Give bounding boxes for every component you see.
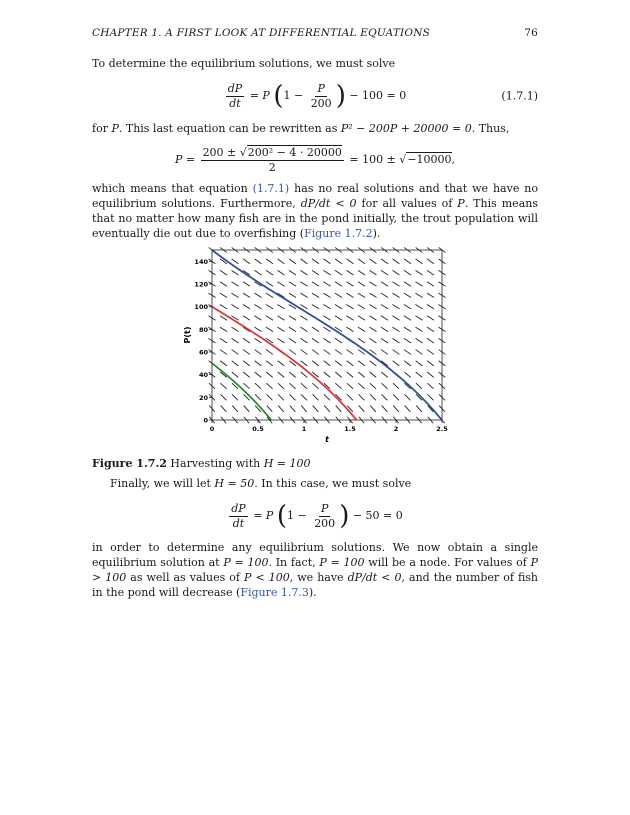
field-segment <box>278 259 285 264</box>
field-segment <box>416 383 422 389</box>
field-segment <box>243 316 250 320</box>
field-segment <box>324 350 331 355</box>
field-segment <box>324 270 331 275</box>
field-segment <box>335 304 342 308</box>
field-segment <box>393 338 400 343</box>
field-segment <box>381 282 388 287</box>
y-tick-label: 140 <box>194 257 208 266</box>
field-segment <box>254 304 261 308</box>
y-tick-label: 40 <box>198 371 208 380</box>
field-segment <box>277 282 284 287</box>
field-segment <box>370 338 377 343</box>
field-segment <box>346 293 353 297</box>
field-segment <box>277 316 284 320</box>
field-segment <box>416 350 423 355</box>
field-segment <box>404 372 410 377</box>
field-segment <box>416 406 422 412</box>
field-segment <box>335 259 342 264</box>
field-segment <box>266 327 273 332</box>
field-segment <box>323 293 330 297</box>
field-segment <box>347 372 353 377</box>
field-segment <box>335 270 342 275</box>
equation-h50: $\frac{dP}{dt}$ = P (1 − $\frac{P}{200}$ ) − 50 = 0 <box>231 501 403 531</box>
field-segment <box>358 304 365 308</box>
equation-number: (1.7.1) <box>501 89 538 103</box>
axes <box>194 258 448 433</box>
field-segment <box>427 327 434 332</box>
field-segment <box>243 383 249 389</box>
field-segment <box>393 406 399 412</box>
x-axis-label: t <box>325 435 329 444</box>
field-segment <box>232 406 238 412</box>
field-segment <box>278 383 284 389</box>
field-segment <box>324 372 330 377</box>
field-segment <box>289 327 296 332</box>
field-segment <box>255 394 261 400</box>
field-segment <box>405 406 411 412</box>
field-segment <box>427 361 434 366</box>
field-segment <box>415 316 422 320</box>
field-segment <box>324 406 330 412</box>
field-segment <box>382 394 388 400</box>
field-segment <box>427 372 433 377</box>
field-segment <box>278 338 285 343</box>
field-segment <box>289 282 296 287</box>
field-segment <box>427 259 434 264</box>
field-segment <box>415 327 422 332</box>
eq1-rest: − 100 = 0 <box>349 89 407 102</box>
chapter-title: CHAPTER 1. A FIRST LOOK AT DIFFERENTIAL EQUATIONS <box>92 27 430 39</box>
field-segment <box>220 383 226 389</box>
field-segment <box>232 259 239 264</box>
field-segment <box>381 316 388 320</box>
field-segment <box>358 372 364 377</box>
field-segment <box>346 327 353 332</box>
field-segment <box>335 316 342 320</box>
y-axis-label: P(t) <box>183 326 192 344</box>
field-segment <box>427 338 434 343</box>
y-tick-label: 80 <box>198 325 208 334</box>
field-segment <box>220 327 227 332</box>
field-segment <box>232 270 239 275</box>
x-tick-label: 2.5 <box>436 425 448 433</box>
field-segment <box>267 406 273 412</box>
field-segment <box>277 327 284 332</box>
field-segment <box>220 293 227 297</box>
field-segment <box>381 259 388 264</box>
field-segment <box>277 304 284 308</box>
field-segment <box>220 361 227 366</box>
field-segment <box>416 372 422 377</box>
field-segment <box>416 338 423 343</box>
field-segment <box>312 282 319 287</box>
quadratic-fraction: $\frac{\text{200 ± √200² − 4 · 20000}}{2}$ <box>202 145 342 174</box>
field-segment <box>243 293 250 297</box>
field-segment <box>381 383 387 389</box>
field-segment <box>312 270 319 275</box>
field-segment <box>346 304 353 308</box>
field-segment <box>243 304 250 308</box>
figure-ref-link-1-7-3[interactable]: Figure 1.7.3 <box>240 586 309 599</box>
field-segment <box>381 338 388 343</box>
field-segment <box>381 350 388 355</box>
field-segment <box>255 338 262 343</box>
field-segment <box>278 406 284 412</box>
field-segment <box>393 361 400 366</box>
field-segment <box>244 406 250 412</box>
equation-quadratic: P = $\frac{\text{200 ± √200² − 4 · 20000}}{2}$ = 100 ± √−10000, <box>174 145 456 174</box>
field-segment <box>278 372 284 377</box>
field-segment <box>266 259 273 264</box>
field-segment <box>392 316 399 320</box>
field-segment <box>312 259 319 264</box>
field-segment <box>404 304 411 308</box>
field-segment <box>369 327 376 332</box>
field-segment <box>381 304 388 308</box>
field-segment <box>347 361 354 366</box>
field-segment <box>392 327 399 332</box>
field-segment <box>427 304 434 308</box>
field-segment <box>255 361 262 366</box>
field-segment <box>323 304 330 308</box>
field-segment <box>324 259 331 264</box>
field-segment <box>346 282 353 287</box>
field-segment <box>370 270 377 275</box>
solution-curve <box>212 250 442 420</box>
figure-caption: Figure 1.7.2 Harvesting with H = 100 <box>92 457 311 470</box>
field-segment <box>313 406 319 412</box>
field-segment <box>312 383 318 389</box>
field-segment <box>312 350 319 355</box>
field-segment <box>369 316 376 320</box>
figure-ref-link-1-7-2[interactable]: Figure 1.7.2 <box>304 227 373 240</box>
field-segment <box>232 394 238 400</box>
field-segment <box>416 270 423 275</box>
field-segment <box>255 350 262 355</box>
field-segment <box>347 270 354 275</box>
field-segment <box>266 361 273 366</box>
direction-field-chart <box>180 244 450 446</box>
field-segment <box>301 406 307 412</box>
y-tick-label: 60 <box>198 348 208 357</box>
field-segment <box>404 327 411 332</box>
field-segment <box>382 406 388 412</box>
field-segment <box>301 383 307 389</box>
field-segment <box>381 327 388 332</box>
field-segment <box>324 361 331 366</box>
field-segment <box>267 394 273 400</box>
field-segment <box>232 361 239 366</box>
field-segment <box>404 282 411 287</box>
field-segment <box>301 259 308 264</box>
field-segment <box>358 316 365 320</box>
field-segment <box>381 372 387 377</box>
field-segment <box>243 282 250 287</box>
x-tick-label: 2 <box>393 425 399 433</box>
field-segment <box>335 361 342 366</box>
field-segment <box>289 293 296 297</box>
field-segment <box>335 282 342 287</box>
field-segment <box>231 282 238 287</box>
field-segment <box>290 406 296 412</box>
field-segment <box>254 293 261 297</box>
field-segment <box>358 338 365 343</box>
field-segment <box>404 259 411 264</box>
field-segment <box>393 350 400 355</box>
field-segment <box>266 316 273 320</box>
field-segment <box>231 304 238 308</box>
field-segment <box>220 338 227 343</box>
p-over-200: $\frac{P}{200}$ <box>310 81 332 110</box>
y-tick-label: 20 <box>198 393 208 402</box>
x-tick-label: 0.5 <box>252 425 264 433</box>
field-segment <box>220 282 227 287</box>
field-segment <box>358 282 365 287</box>
field-segment <box>254 316 261 320</box>
paragraph-no-equilibrium: which means that equation (1.7.1) has no real solutions and that we have no equilibrium solutions. Furthermore, dP/dt < 0 for all values of P. This means that no matter how many fish are in the pond initially, the trout population will eventually die out due to overfishing (Figure 1.7.2). <box>92 182 538 240</box>
field-segment <box>405 394 411 400</box>
field-segment <box>427 270 434 275</box>
field-segment <box>323 282 330 287</box>
field-segment <box>393 383 399 389</box>
field-segment <box>243 338 250 343</box>
field-segment <box>300 316 307 320</box>
field-segment <box>232 372 238 377</box>
field-segment <box>255 383 261 389</box>
field-segment <box>301 338 308 343</box>
field-segment <box>428 394 434 400</box>
field-segment <box>404 361 411 366</box>
field-segment <box>392 304 399 308</box>
field-segment <box>289 350 296 355</box>
field-segment <box>301 350 308 355</box>
field-segment <box>370 406 376 412</box>
field-segment <box>255 372 261 377</box>
field-segment <box>220 316 227 320</box>
field-segment <box>278 394 284 400</box>
field-segment <box>370 259 377 264</box>
field-segment <box>358 383 364 389</box>
field-segment <box>358 270 365 275</box>
field-segment <box>369 293 376 297</box>
eq-lhs: = P <box>249 89 270 102</box>
field-segment <box>301 270 308 275</box>
field-segment <box>369 304 376 308</box>
x-tick-label: 1 <box>301 425 307 433</box>
one-minus: 1 − <box>283 89 304 102</box>
field-segment <box>404 270 411 275</box>
field-segment <box>369 282 376 287</box>
field-segment <box>358 259 365 264</box>
field-segment <box>404 293 411 297</box>
field-segment <box>370 372 376 377</box>
paragraph-node: in order to determine any equilibrium solutions. We now obtain a single equilibrium solution at P = 100. In fact, P = 100 will be a node. For values of P > 100 as well as values of P < 100, we have dP/dt < 0, and the number of fish in the pond will decrease (Figure 1.7.3). <box>92 541 539 599</box>
field-segment <box>301 372 307 377</box>
field-segment <box>404 350 411 355</box>
solution-curves <box>212 250 442 420</box>
field-segment <box>393 270 400 275</box>
paragraph-intro: To determine the equilibrium solutions, we must solve <box>92 57 396 70</box>
field-segment <box>347 259 354 264</box>
field-segment <box>358 293 365 297</box>
field-segment <box>427 293 434 297</box>
field-segment <box>312 327 319 332</box>
field-segment <box>243 350 250 355</box>
field-segment <box>254 327 261 332</box>
field-segment <box>324 394 330 400</box>
field-segment <box>323 316 330 320</box>
field-segment <box>301 361 308 366</box>
field-segment <box>347 383 353 389</box>
solution-curve <box>212 307 356 420</box>
field-segment <box>231 293 238 297</box>
field-segment <box>392 293 399 297</box>
field-segment <box>370 383 376 389</box>
field-segment <box>289 372 295 377</box>
field-segment <box>266 372 272 377</box>
field-segment <box>392 282 399 287</box>
field-segment <box>335 293 342 297</box>
field-segment <box>300 293 307 297</box>
field-segment <box>313 394 319 400</box>
field-segment <box>255 270 262 275</box>
field-segment <box>278 270 285 275</box>
field-segment <box>266 282 273 287</box>
field-segment <box>416 259 423 264</box>
field-segment <box>415 304 422 308</box>
field-segment <box>370 361 377 366</box>
field-segment <box>359 406 365 412</box>
field-segment <box>301 394 307 400</box>
field-segment <box>324 338 331 343</box>
field-segment <box>220 270 227 275</box>
field-segment <box>312 338 319 343</box>
y-tick-label: 0 <box>203 416 208 425</box>
running-header <box>92 27 538 39</box>
field-segment <box>289 383 295 389</box>
field-segment <box>290 394 296 400</box>
x-tick-label: 1.5 <box>344 425 356 433</box>
field-segment <box>312 304 319 308</box>
field-segment <box>427 282 434 287</box>
field-segment <box>255 259 262 264</box>
paragraph-finally: Finally, we will let H = 50. In this case, we must solve <box>110 477 412 490</box>
field-segment <box>370 394 376 400</box>
field-segment <box>221 406 227 412</box>
field-segment <box>347 394 353 400</box>
paragraph-rewrite: for P. This last equation can be rewritten as P² − 200P + 20000 = 0. Thus, <box>92 122 510 135</box>
field-segment <box>266 304 273 308</box>
field-segment <box>312 293 319 297</box>
field-segment <box>404 338 411 343</box>
solution-curve <box>212 363 271 420</box>
field-segment <box>232 338 239 343</box>
field-segment <box>300 327 307 332</box>
field-segment <box>416 361 423 366</box>
field-segment <box>335 350 342 355</box>
field-segment <box>243 259 250 264</box>
equation-1-7-1: $\frac{dP}{dt}$ = P (1 − $\frac{P}{200}$ ) − 100 = 0 (1.7.1) <box>227 81 538 111</box>
field-segment <box>358 327 365 332</box>
page-number: 76 <box>524 27 538 39</box>
field-segment <box>427 350 434 355</box>
field-segment <box>404 316 411 320</box>
field-segment <box>335 372 341 377</box>
field-segment <box>393 394 399 400</box>
field-segment <box>347 350 354 355</box>
field-segment <box>266 350 273 355</box>
field-segment <box>393 259 400 264</box>
field-segment <box>346 316 353 320</box>
field-segment <box>266 270 273 275</box>
field-segment <box>312 361 319 366</box>
y-tick-label: 100 <box>194 303 208 312</box>
field-segment <box>266 383 272 389</box>
field-segment <box>289 259 296 264</box>
field-segment <box>427 316 434 320</box>
field-segment <box>220 304 227 308</box>
dpdt-fraction: $\frac{dP}{dt}$ <box>227 81 243 110</box>
field-segment <box>289 316 296 320</box>
field-segment <box>266 293 273 297</box>
field-segment <box>336 406 342 412</box>
y-tick-label: 120 <box>194 280 208 289</box>
field-segment <box>415 293 422 297</box>
field-segment <box>231 327 238 332</box>
field-segment <box>289 270 296 275</box>
field-segment <box>381 293 388 297</box>
field-segment <box>335 383 341 389</box>
field-segment <box>335 338 342 343</box>
field-segment <box>300 282 307 287</box>
field-segment <box>427 383 433 389</box>
field-segment <box>221 394 227 400</box>
x-tick-label: 0 <box>209 425 215 433</box>
field-segment <box>243 372 249 377</box>
field-segment <box>381 270 388 275</box>
eq-ref-link[interactable]: (1.7.1) <box>252 182 290 195</box>
field-segment <box>278 361 285 366</box>
field-segment <box>415 282 422 287</box>
field-segment <box>289 338 296 343</box>
field-segment <box>220 350 227 355</box>
field-segment <box>243 361 250 366</box>
field-segment <box>359 394 365 400</box>
field-segment <box>232 350 239 355</box>
field-segment <box>358 361 365 366</box>
